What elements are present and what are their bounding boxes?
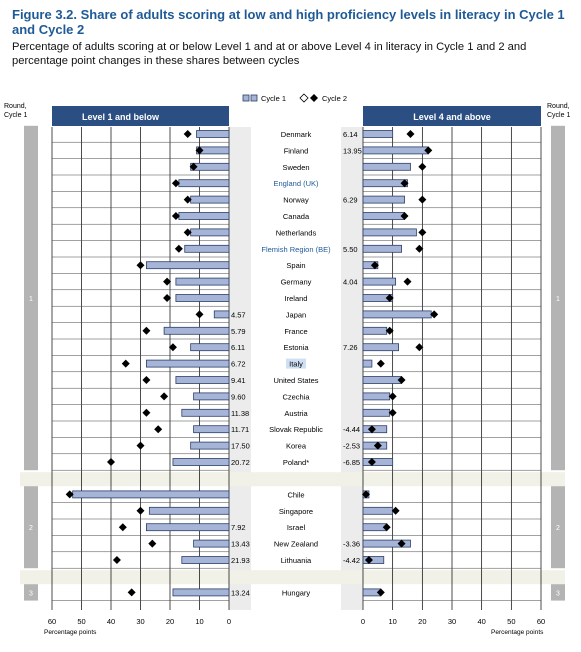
- round-axis-label-left: Round,: [4, 103, 27, 110]
- bar-level4-cycle1: [363, 377, 402, 384]
- bar-level1-cycle1: [194, 540, 229, 547]
- bar-level4-cycle1: [363, 163, 410, 170]
- round-separator-band: [20, 570, 565, 584]
- legend-cycle2-marker: [310, 94, 318, 102]
- round-label-right: 3: [556, 590, 560, 598]
- left-panel-title: Level 1 and below: [81, 112, 160, 122]
- bar-level4-cycle1: [363, 409, 390, 416]
- x-tick-right: 50: [507, 617, 516, 626]
- legend-cycle1-swatch: [243, 95, 249, 101]
- country-label: England (UK): [273, 179, 319, 189]
- country-label: Austria: [284, 408, 308, 418]
- legend-cycle1-label: Cycle 1: [261, 94, 287, 103]
- bar-level1-cycle1: [194, 426, 229, 433]
- country-label: Chile: [287, 490, 305, 500]
- change-level1: 9.41: [231, 376, 246, 385]
- country-label: Israel: [286, 523, 306, 533]
- x-tick-left: 40: [106, 617, 116, 626]
- country-label: Spain: [286, 261, 306, 271]
- x-axis-label-right: Percentage points: [491, 629, 544, 636]
- bar-level1-cycle1: [182, 409, 229, 416]
- x-tick-right: 10: [388, 617, 397, 626]
- bar-level1-cycle1: [191, 344, 229, 351]
- round-label-left: 2: [29, 525, 33, 533]
- marker-level1-cycle2: [175, 245, 183, 253]
- country-label: Italy: [289, 359, 303, 369]
- bar-level4-cycle1: [363, 196, 405, 203]
- round-label-left: 1: [29, 296, 33, 303]
- bar-level1-cycle1: [191, 442, 229, 449]
- change-level1: 21.93: [231, 556, 250, 565]
- change-level1: 6.72: [231, 359, 246, 369]
- marker-level4-cycle2: [418, 228, 426, 236]
- bar-level1-cycle1: [149, 507, 229, 514]
- bar-level4-cycle1: [363, 311, 431, 318]
- bar-level1-cycle1: [185, 245, 229, 252]
- round-label-left: 3: [29, 590, 33, 598]
- bar-level4-cycle1: [363, 393, 390, 400]
- bar-level1-cycle1: [164, 327, 229, 334]
- x-tick-right: 60: [536, 617, 546, 626]
- country-label: Norway: [283, 195, 309, 205]
- change-level1: 13.24: [231, 588, 250, 598]
- marker-level1-cycle2: [148, 540, 156, 548]
- marker-level4-cycle2: [418, 196, 426, 204]
- bar-level4-cycle1: [363, 327, 387, 334]
- change-level4: 13.95: [343, 146, 362, 156]
- change-level1: 6.11: [231, 343, 246, 353]
- change-level4: 4.04: [343, 277, 358, 287]
- bar-level1-cycle1: [214, 311, 229, 318]
- marker-level1-cycle2: [137, 261, 145, 269]
- bar-level1-cycle1: [191, 229, 229, 236]
- marker-level4-cycle2: [406, 130, 414, 138]
- country-label: Poland*: [282, 458, 310, 467]
- country-label: Ireland: [284, 294, 308, 303]
- marker-level1-cycle2: [184, 130, 192, 138]
- bar-level1-cycle1: [191, 196, 229, 203]
- country-label: Denmark: [280, 130, 312, 139]
- marker-level1-cycle2: [137, 507, 145, 515]
- marker-level1-cycle2: [137, 442, 145, 450]
- marker-level1-cycle2: [154, 425, 162, 433]
- marker-level1-cycle2: [142, 376, 150, 384]
- marker-level1-cycle2: [160, 392, 168, 400]
- marker-level1-cycle2: [113, 556, 121, 564]
- country-label: Flemish Region (BE): [261, 244, 331, 254]
- country-label: Germany: [280, 277, 312, 287]
- bar-level1-cycle1: [197, 131, 229, 138]
- country-label: New Zealand: [273, 539, 319, 549]
- change-level4: -4.44: [343, 425, 361, 435]
- x-tick-left: 50: [77, 617, 86, 626]
- bar-level1-cycle1: [179, 213, 229, 220]
- country-label: Lithuania: [280, 556, 312, 565]
- round-separator-band: [20, 472, 565, 486]
- round-axis-label-right: Round,: [547, 103, 570, 110]
- bar-level4-cycle1: [363, 213, 405, 220]
- change-level4: 5.50: [343, 244, 358, 254]
- bar-level1-cycle1: [73, 491, 229, 498]
- change-level1: 20.72: [231, 458, 250, 467]
- x-axis-label-left: Percentage points: [44, 629, 97, 636]
- bar-level4-cycle1: [363, 147, 428, 154]
- country-label: Canada: [282, 212, 310, 221]
- legend-cycle2-label: Cycle 2: [322, 94, 348, 103]
- x-tick-right: 40: [477, 617, 486, 626]
- country-label: Slovak Republic: [269, 425, 323, 435]
- x-tick-right: 20: [418, 617, 427, 626]
- country-label: Japan: [285, 310, 307, 320]
- change-level4: 6.29: [343, 195, 358, 205]
- country-label: Finland: [283, 146, 309, 156]
- bar-level1-cycle1: [176, 295, 229, 302]
- round-axis-label-left: Cycle 1: [4, 112, 28, 119]
- figure-title: Figure 3.2. Share of adults scoring at low and high proficiency levels in literacy in Cycle 1 and Cycle 2: [12, 7, 565, 37]
- figure-subtitle: Percentage of adults scoring at or below Level 1 and at or above Level 4 in literacy in Cycle 1 and 2 and percentage point changes in these shares between cycles: [12, 41, 527, 67]
- marker-level1-cycle2: [119, 523, 127, 531]
- bar-level1-cycle1: [173, 589, 229, 596]
- x-tick-right: 30: [447, 617, 457, 626]
- marker-level1-cycle2: [107, 458, 115, 466]
- marker-level4-cycle2: [404, 278, 412, 286]
- bar-level1-cycle1: [176, 278, 229, 285]
- bar-level1-cycle1: [173, 459, 229, 466]
- x-tick-right: 0: [360, 617, 366, 626]
- country-label: Estonia: [283, 343, 309, 353]
- change-level4: -2.53: [343, 441, 361, 451]
- bar-level4-cycle1: [363, 245, 402, 252]
- change-level1: 9.60: [231, 392, 246, 402]
- country-label: Netherlands: [275, 228, 317, 238]
- country-label: United States: [273, 376, 319, 385]
- country-label: Sweden: [282, 162, 310, 172]
- country-label: Hungary: [281, 588, 311, 598]
- round-label-right: 1: [556, 296, 560, 303]
- marker-level4-cycle2: [377, 360, 385, 368]
- change-level1: 13.43: [231, 539, 250, 549]
- bar-level1-cycle1: [146, 524, 229, 531]
- marker-level1-cycle2: [128, 588, 136, 596]
- round-axis-label-right: Cycle 1: [547, 112, 571, 119]
- change-level1: 7.92: [231, 523, 246, 533]
- country-label: Singapore: [278, 506, 314, 516]
- bar-level4-cycle1: [363, 507, 393, 514]
- change-level4: -3.36: [343, 539, 361, 549]
- country-label: Korea: [285, 441, 307, 451]
- change-level1: 17.50: [231, 441, 250, 451]
- bar-level4-cycle1: [363, 278, 396, 285]
- legend-cycle2-marker: [300, 94, 308, 102]
- change-level1: 5.79: [231, 326, 246, 336]
- change-level4: -4.42: [343, 556, 361, 565]
- marker-level4-cycle2: [418, 163, 426, 171]
- round-label-right: 2: [556, 525, 560, 533]
- x-tick-left: 60: [47, 617, 57, 626]
- x-tick-left: 10: [195, 617, 204, 626]
- right-panel-title: Level 4 and above: [413, 112, 491, 122]
- bar-level1-cycle1: [182, 557, 229, 564]
- x-tick-left: 20: [165, 617, 175, 626]
- bar-level4-cycle1: [363, 360, 372, 367]
- bar-level1-cycle1: [179, 180, 229, 187]
- bar-level4-cycle1: [363, 131, 393, 138]
- marker-level1-cycle2: [142, 327, 150, 335]
- bar-level4-cycle1: [363, 459, 393, 466]
- country-label: France: [284, 326, 308, 336]
- marker-level1-cycle2: [122, 360, 130, 368]
- bar-level4-cycle1: [363, 229, 416, 236]
- change-level4: 7.26: [343, 343, 358, 353]
- bar-level1-cycle1: [176, 377, 229, 384]
- marker-level1-cycle2: [142, 409, 150, 417]
- change-level4: -6.85: [343, 458, 361, 467]
- marker-level1-cycle2: [196, 310, 204, 318]
- change-level1: 4.57: [231, 310, 246, 320]
- bar-level1-cycle1: [146, 360, 229, 367]
- bar-level4-cycle1: [363, 344, 399, 351]
- change-level4: 6.14: [343, 130, 358, 139]
- x-tick-left: 30: [136, 617, 145, 626]
- x-tick-left: 0: [226, 617, 232, 626]
- bar-level1-cycle1: [146, 262, 229, 269]
- country-label: Czechia: [282, 392, 310, 402]
- change-level1: 11.71: [231, 425, 250, 435]
- change-level1: 11.38: [231, 408, 250, 418]
- bar-level1-cycle1: [194, 393, 229, 400]
- legend-cycle1-swatch: [251, 95, 257, 101]
